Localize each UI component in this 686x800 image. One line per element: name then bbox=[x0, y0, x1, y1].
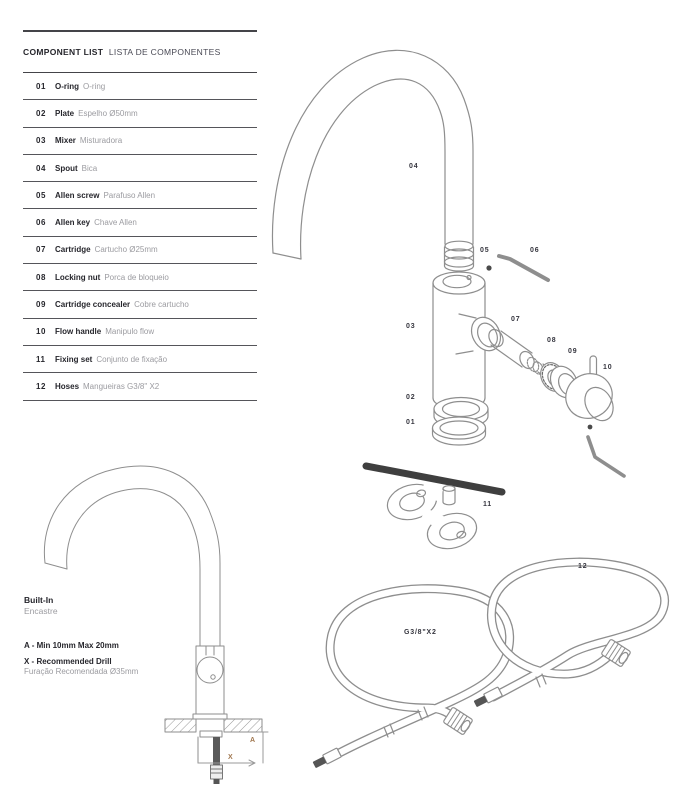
component-number: 03 bbox=[36, 136, 46, 146]
part-label-03: 03 bbox=[406, 323, 416, 330]
component-row bbox=[23, 319, 257, 346]
part-label-04: 04 bbox=[409, 163, 419, 170]
component-name-en: Fixing set bbox=[55, 354, 93, 364]
component-name-en: Cartridge bbox=[55, 245, 91, 255]
hose-right bbox=[473, 562, 665, 708]
component-number: 04 bbox=[36, 163, 46, 173]
part-label-01: 01 bbox=[406, 419, 416, 426]
component-name-en: Cartridge concealer bbox=[55, 300, 131, 310]
component-row bbox=[23, 373, 257, 400]
component-number: 06 bbox=[36, 218, 46, 228]
component-row bbox=[23, 237, 257, 264]
component-number: 01 bbox=[36, 81, 46, 91]
component-name-pt: Bica bbox=[81, 163, 98, 173]
dimension-label-x: X bbox=[228, 754, 233, 761]
allen-screw bbox=[486, 265, 491, 270]
component-name-pt: Chave Allen bbox=[94, 218, 137, 228]
component-number: 02 bbox=[36, 108, 46, 118]
component-name-pt: Cobre cartucho bbox=[134, 300, 189, 310]
component-row bbox=[23, 128, 257, 155]
spout-outline bbox=[272, 50, 473, 253]
component-rows bbox=[23, 73, 257, 401]
component-name-pt: Porca de bloqueio bbox=[104, 272, 169, 282]
hose-spec-label: G3/8"X2 bbox=[404, 629, 437, 636]
component-row bbox=[23, 182, 257, 209]
component-row bbox=[23, 209, 257, 236]
component-name-pt: Manipulo flow bbox=[105, 327, 155, 337]
installation-notes bbox=[24, 641, 138, 677]
component-list-title-en: COMPONENT LIST bbox=[23, 47, 104, 57]
part-label-11: 11 bbox=[483, 501, 492, 508]
fixing-clip-2 bbox=[421, 508, 481, 554]
note-drill-pt: Furação Recomendada Ø35mm bbox=[24, 667, 139, 676]
part-label-08: 08 bbox=[547, 337, 557, 344]
component-row bbox=[23, 155, 257, 182]
allen-key-top bbox=[499, 256, 548, 280]
exploded-faucet-diagram bbox=[260, 25, 686, 480]
component-name-en: Hoses bbox=[55, 381, 80, 391]
component-name-pt: Conjunto de fixação bbox=[96, 354, 168, 364]
component-name-pt: Parafuso Allen bbox=[103, 190, 156, 200]
component-name-pt: O-ring bbox=[83, 81, 106, 91]
component-name-en: Spout bbox=[55, 163, 78, 173]
component-name-pt: Mangueiras G3/8" X2 bbox=[83, 381, 160, 391]
part-label-09: 09 bbox=[568, 348, 578, 355]
component-number: 05 bbox=[36, 190, 46, 200]
fixing-set-and-hoses-diagram bbox=[300, 440, 686, 800]
component-list-title-pt: LISTA DE COMPONENTES bbox=[108, 47, 221, 57]
component-row bbox=[23, 100, 257, 127]
component-number: 07 bbox=[36, 245, 46, 255]
built-in-title bbox=[24, 595, 58, 617]
component-row bbox=[23, 346, 257, 373]
component-name-en: Mixer bbox=[55, 136, 76, 146]
component-name-en: Flow handle bbox=[55, 327, 102, 337]
component-list-header bbox=[23, 32, 257, 73]
component-name-en: O-ring bbox=[55, 81, 79, 91]
component-name-en: Allen key bbox=[55, 218, 91, 228]
component-number: 09 bbox=[36, 300, 46, 310]
component-row bbox=[23, 73, 257, 100]
part-label-10: 10 bbox=[603, 364, 613, 371]
dimension-label-a: A bbox=[250, 737, 256, 744]
part-label-12: 12 bbox=[578, 563, 588, 570]
component-number: 12 bbox=[36, 381, 46, 391]
note-drill-en: X - Recommended Drill bbox=[24, 657, 112, 666]
hose-left bbox=[312, 589, 510, 770]
part-label-07: 07 bbox=[511, 316, 521, 323]
part-label-02: 02 bbox=[406, 394, 416, 401]
built-in-title-en: Built-In bbox=[24, 595, 54, 605]
component-row bbox=[23, 291, 257, 318]
component-row bbox=[23, 264, 257, 291]
part-label-05: 05 bbox=[480, 247, 490, 254]
component-number: 08 bbox=[36, 272, 46, 282]
component-name-en: Locking nut bbox=[55, 272, 101, 282]
component-name-pt: Cartucho Ø25mm bbox=[94, 245, 158, 255]
built-in-installation-diagram bbox=[20, 450, 270, 795]
component-number: 10 bbox=[36, 327, 46, 337]
component-list bbox=[23, 30, 257, 401]
component-name-en: Allen screw bbox=[55, 190, 100, 200]
component-number: 11 bbox=[36, 354, 46, 364]
built-in-title-pt: Encastre bbox=[24, 606, 58, 616]
part-label-06: 06 bbox=[530, 247, 540, 254]
component-name-pt: Misturadora bbox=[79, 136, 123, 146]
component-name-pt: Espelho Ø50mm bbox=[78, 108, 138, 118]
note-dimension-a: A - Min 10mm Max 20mm bbox=[24, 641, 119, 650]
component-name-en: Plate bbox=[55, 108, 75, 118]
